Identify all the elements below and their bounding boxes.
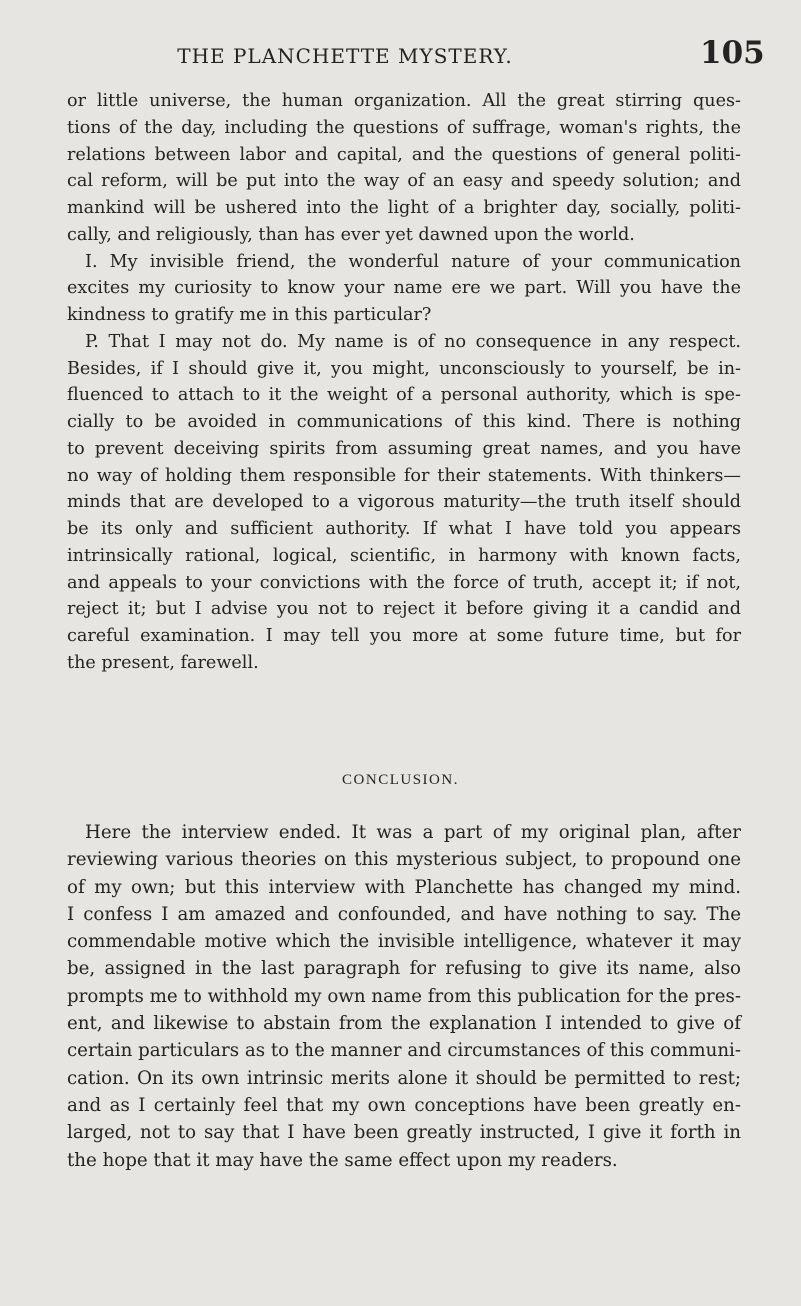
- text-line: to prevent deceiving spirits from assuming great names, and you have: [67, 438, 741, 459]
- text-line: cially to be avoided in communications of this kind. There is nothing: [67, 412, 741, 432]
- running-head-title: THE PLANCHETTE MYSTERY.: [177, 44, 513, 68]
- text-line: be, assigned in the last paragraph for refusing to give its name, also: [67, 958, 741, 980]
- text-line: P. That I may not do. My name is of no consequence in any respect.: [85, 331, 741, 352]
- text-line: Besides, if I should give it, you might, unconsciously to yourself, be in-: [67, 358, 741, 379]
- text-line: cation. On its own intrinsic merits alone it should be permitted to rest;: [67, 1067, 741, 1089]
- text-line: certain particulars as to the manner and circumstances of this communi-: [67, 1040, 741, 1062]
- text-line: or little universe, the human organization. All the great stirring ques-: [67, 91, 741, 111]
- text-line: and appeals to your convictions with the force of truth, accept it; if not,: [67, 572, 741, 593]
- text-line: relations between labor and capital, and the questions of general politi-: [67, 144, 741, 165]
- text-line: excites my curiosity to know your name ere we part. Will you have the: [67, 278, 741, 299]
- text-line: the present, farewell.: [67, 652, 259, 673]
- text-line: cal reform, will be put into the way of an easy and speedy solution; and: [67, 171, 741, 192]
- text-line: careful examination. I may tell you more at some future time, but for: [67, 626, 741, 646]
- body-text-top: [67, 88, 741, 677]
- text-line: prompts me to withhold my own name from this publication for the pres-: [67, 985, 741, 1007]
- text-line: ent, and likewise to abstain from the explanation I intended to give of: [67, 1013, 741, 1035]
- text-line: the hope that it may have the same effect upon my readers.: [67, 1149, 618, 1171]
- body-text-conclusion: [67, 819, 741, 1174]
- text-line: tions of the day, including the questions of suffrage, woman's rights, the: [67, 117, 741, 138]
- text-line: reviewing various theories on this mysterious subject, to propound one: [67, 849, 741, 871]
- text-line: and as I certainly feel that my own conceptions have been greatly en-: [67, 1094, 741, 1116]
- text-line: of my own; but this interview with Planchette has changed my mind.: [67, 876, 741, 898]
- text-line: Here the interview ended. It was a part of my original plan, after: [85, 822, 741, 843]
- text-line: intrinsically rational, logical, scientific, in harmony with known facts,: [67, 545, 741, 566]
- text-line: minds that are developed to a vigorous maturity—the truth itself should: [67, 492, 741, 513]
- text-line: be its only and sufficient authority. If what I have told you appears: [67, 519, 741, 539]
- text-line: mankind will be ushered into the light of a brighter day, socially, politi-: [67, 198, 741, 218]
- text-line: commendable motive which the invisible intelligence, whatever it may: [67, 931, 741, 953]
- text-line: cally, and religiously, than has ever yet dawned upon the world.: [67, 224, 635, 245]
- section-title: CONCLUSION.: [342, 772, 459, 788]
- text-line: fluenced to attach to it the weight of a personal authority, which is spe-: [67, 385, 741, 406]
- text-line: no way of holding them responsible for their statements. With thinkers—: [67, 465, 741, 486]
- text-line: I confess I am amazed and confounded, and have nothing to say. The: [67, 903, 741, 925]
- text-line: reject it; but I advise you not to reject it before giving it a candid and: [67, 599, 741, 620]
- page-number: 105: [700, 35, 765, 71]
- text-line: kindness to gratify me in this particular?: [67, 305, 432, 325]
- text-line: I. My invisible friend, the wonderful nature of your communication: [85, 251, 741, 272]
- text-line: larged, not to say that I have been greatly instructed, I give it forth in: [67, 1122, 741, 1144]
